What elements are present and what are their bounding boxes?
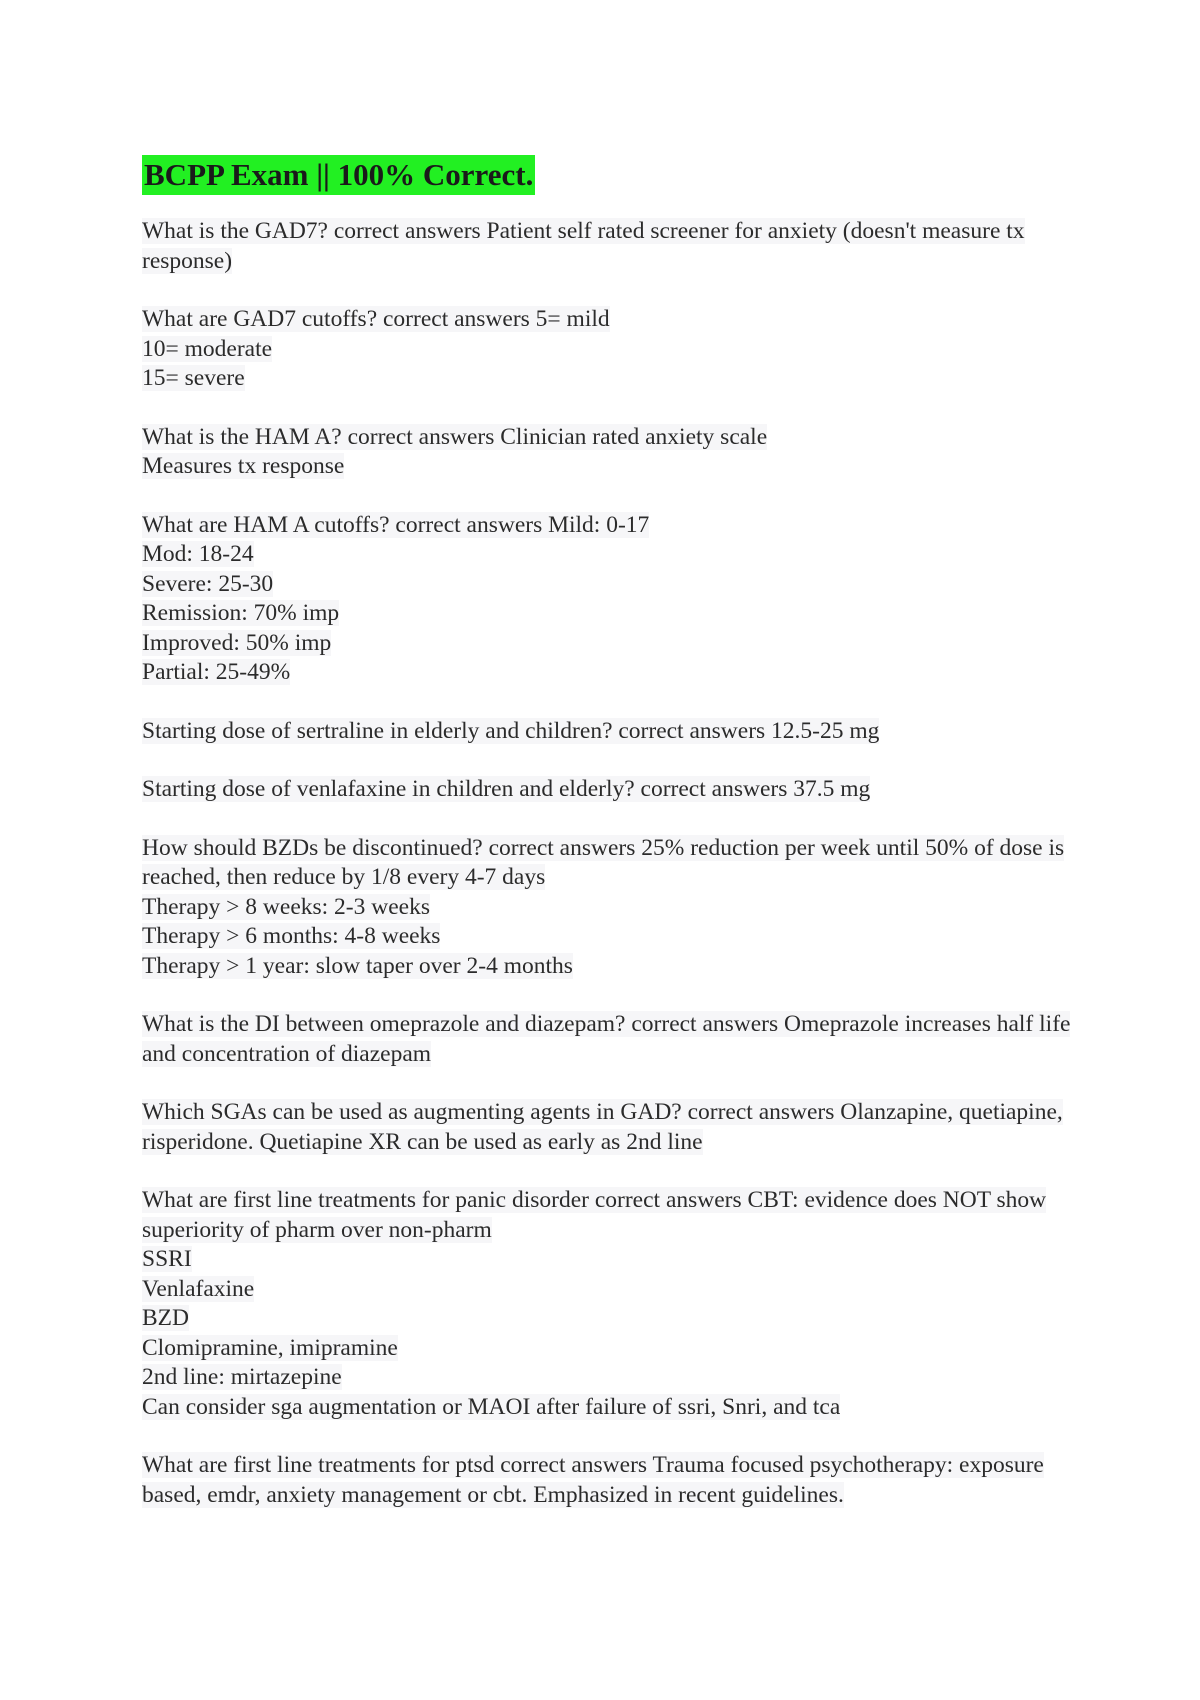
qa-line (142, 423, 1072, 453)
qa-line (142, 922, 1072, 952)
document-title: BCPP Exam || 100% Correct. (142, 155, 535, 195)
qa-line-text: What are HAM A cutoffs? correct answers Mild: 0-17 (142, 511, 650, 538)
qa-line-text: Measures tx response (142, 453, 345, 479)
qa-line (142, 1451, 1072, 1510)
qa-line (142, 893, 1072, 923)
qa-line (142, 364, 1072, 394)
qa-item (142, 305, 1072, 394)
qa-line (142, 335, 1072, 365)
qa-line (142, 1098, 1072, 1157)
qa-line-text: Venlafaxine (142, 1275, 255, 1302)
qa-item (142, 1098, 1072, 1157)
qa-item (142, 1010, 1072, 1069)
document-page (142, 155, 1072, 1539)
qa-line-text: What is the GAD7? correct answers Patient self rated screener for anxiety (doesn't measure tx response) (142, 218, 1025, 274)
qa-line-text: BZD (142, 1305, 189, 1331)
qa-line (142, 1186, 1072, 1245)
qa-line-text: How should BZDs be discontinued? correct answers 25% reduction per week until 50% of dose is reached, then reduce by 1/8 every 4-7 days (142, 834, 1065, 890)
qa-line (142, 1363, 1072, 1393)
qa-item (142, 511, 1072, 688)
qa-line (142, 717, 1072, 747)
qa-line-text: What is the DI between omeprazole and diazepam? correct answers Omeprazole increases half life and concentration of diazepam (142, 1011, 1071, 1067)
qa-line (142, 1275, 1072, 1305)
qa-line-text: What are first line treatments for panic disorder correct answers CBT: evidence does NOT show superiority of pharm over non-pharm (142, 1187, 1047, 1243)
qa-line-text: Severe: 25-30 (142, 570, 274, 597)
qa-line (142, 217, 1072, 276)
qa-line-text: What are GAD7 cutoffs? correct answers 5= mild (142, 306, 610, 332)
qa-line (142, 1304, 1072, 1334)
qa-line-text: Therapy > 6 months: 4-8 weeks (142, 923, 441, 949)
qa-line (142, 511, 1072, 541)
qa-line (142, 1334, 1072, 1364)
qa-line-text: Partial: 25-49% (142, 659, 291, 685)
qa-line-text: What is the HAM A? correct answers Clinician rated anxiety scale (142, 423, 768, 450)
qa-line-text: Starting dose of sertraline in elderly and children? correct answers 12.5-25 mg (142, 717, 880, 744)
qa-line-text: 15= severe (142, 365, 245, 391)
qa-line (142, 1010, 1072, 1069)
qa-line-text: Remission: 70% imp (142, 600, 340, 626)
qa-line (142, 305, 1072, 335)
qa-item (142, 217, 1072, 276)
qa-line (142, 452, 1072, 482)
qa-line (142, 952, 1072, 982)
qa-line-text: Which SGAs can be used as augmenting agents in GAD? correct answers Olanzapine, quetiapine, risperidone. Quetiapine XR can be used as early as 2nd line (142, 1099, 1063, 1155)
qa-line-text: SSRI (142, 1246, 192, 1272)
qa-item (142, 1451, 1072, 1510)
qa-line-text: Can consider sga augmentation or MAOI after failure of ssri, Snri, and tca (142, 1393, 841, 1420)
qa-line-text: 2nd line: mirtazepine (142, 1364, 342, 1390)
qa-line (142, 629, 1072, 659)
qa-line (142, 775, 1072, 805)
qa-item (142, 1186, 1072, 1422)
qa-item (142, 834, 1072, 982)
qa-line-text: Clomipramine, imipramine (142, 1334, 398, 1361)
qa-line (142, 658, 1072, 688)
qa-line-text: 10= moderate (142, 335, 273, 362)
qa-item (142, 775, 1072, 805)
qa-item (142, 423, 1072, 482)
qa-line (142, 1245, 1072, 1275)
qa-line-text: Improved: 50% imp (142, 629, 332, 656)
qa-line (142, 834, 1072, 893)
qa-line (142, 1393, 1072, 1423)
qa-line (142, 570, 1072, 600)
qa-list (142, 217, 1072, 1510)
qa-line (142, 540, 1072, 570)
qa-line-text: Therapy > 8 weeks: 2-3 weeks (142, 893, 430, 920)
qa-item (142, 717, 1072, 747)
qa-line-text: Therapy > 1 year: slow taper over 2-4 months (142, 952, 573, 979)
qa-line-text: What are first line treatments for ptsd correct answers Trauma focused psychotherapy: exposure based, emdr, anxiety management or cbt. Emphasized in recent guidelines. (142, 1452, 1044, 1508)
qa-line-text: Starting dose of venlafaxine in children and elderly? correct answers 37.5 mg (142, 776, 871, 802)
qa-line-text: Mod: 18-24 (142, 541, 254, 567)
qa-line (142, 599, 1072, 629)
